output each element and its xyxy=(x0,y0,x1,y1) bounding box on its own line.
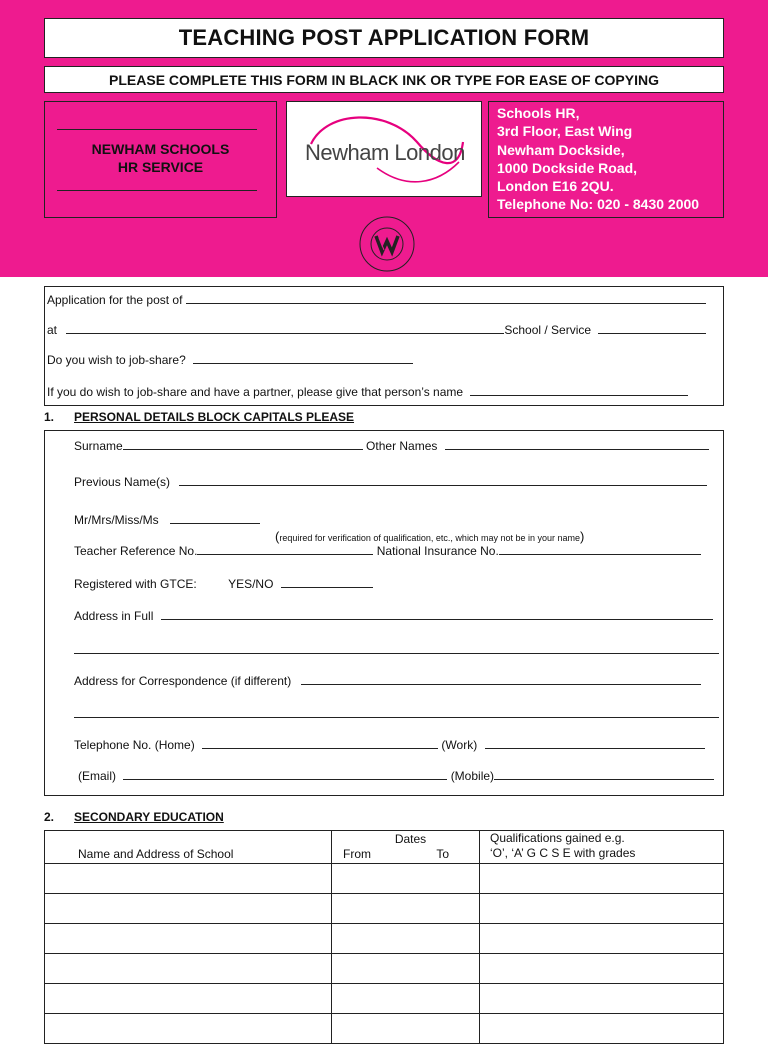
hr-service-line1: NEWHAM SCHOOLS xyxy=(91,141,230,157)
title-field[interactable] xyxy=(170,513,260,524)
partner-label: If you do wish to job-share and have a partner, please give that person’s name xyxy=(47,385,464,399)
col-qualifications-example: ‘O’, ‘A’ G C S E with grades xyxy=(490,846,636,860)
previous-names-label: Previous Name(s) xyxy=(74,475,171,489)
hr-service-box xyxy=(44,101,277,218)
jobshare-field[interactable] xyxy=(193,353,413,364)
table-row xyxy=(45,864,724,894)
form-title: TEACHING POST APPLICATION FORM xyxy=(44,18,724,58)
address-line: Telephone No: 020 - 8430 2000 xyxy=(497,196,700,213)
table-row xyxy=(45,1014,724,1044)
application-post-box xyxy=(44,286,724,406)
section-number: 1. xyxy=(44,410,55,424)
work-field[interactable] xyxy=(485,738,705,749)
address-line: 3rd Floor, East Wing xyxy=(497,123,633,140)
newham-logo xyxy=(286,101,482,197)
personal-details-box xyxy=(44,430,724,796)
correspondence-field-line2[interactable] xyxy=(74,717,719,718)
title-label: Mr/Mrs/Miss/Ms xyxy=(74,513,159,527)
col-school-header: Name and Address of School xyxy=(78,847,234,861)
tel-home-label: Telephone No. (Home) xyxy=(74,738,195,752)
address-label: Address in Full xyxy=(74,609,154,623)
table-row xyxy=(45,894,724,924)
partner-field[interactable] xyxy=(470,385,688,396)
ni-label: National Insurance No. xyxy=(376,544,499,558)
personal-details-heading xyxy=(44,410,354,424)
address-field-line2[interactable] xyxy=(74,653,719,654)
gtce-field[interactable] xyxy=(281,577,373,588)
address-line: London E16 2QU. xyxy=(497,178,614,195)
post-field[interactable] xyxy=(186,293,706,304)
at-label: at xyxy=(47,323,58,337)
hr-address xyxy=(488,101,724,218)
section-number: 2. xyxy=(44,810,55,824)
form-instructions: PLEASE COMPLETE THIS FORM IN BLACK INK OR TYPE FOR EASE OF COPYING xyxy=(44,66,724,93)
surname-label: Surname xyxy=(74,439,123,453)
positive-about-disabled-people-icon xyxy=(355,214,419,274)
correspondence-field[interactable] xyxy=(301,674,701,685)
correspondence-label: Address for Correspondence (if different) xyxy=(74,674,292,688)
section-title: PERSONAL DETAILS BLOCK CAPITALS PLEASE xyxy=(74,410,355,424)
service-field[interactable] xyxy=(598,323,706,334)
address-line: 1000 Dockside Road, xyxy=(497,159,638,176)
mobile-label: (Mobile) xyxy=(450,769,495,783)
col-from-header: From xyxy=(343,847,371,861)
table-row xyxy=(45,924,724,954)
email-label: (Email) xyxy=(78,769,116,783)
col-qualifications-header: Qualifications gained e.g. xyxy=(490,831,625,845)
post-label: Application for the post of xyxy=(47,293,183,307)
table-row xyxy=(45,954,724,984)
secondary-education-heading xyxy=(44,810,224,824)
address-field[interactable] xyxy=(161,609,713,620)
school-field[interactable] xyxy=(66,323,504,334)
address-line: Schools HR, xyxy=(497,105,580,121)
teacher-ref-label: Teacher Reference No. xyxy=(74,544,198,558)
ni-field[interactable] xyxy=(499,544,701,555)
section-title: SECONDARY EDUCATION xyxy=(74,810,224,824)
verification-note: (required for verification of qualification, etc., which may not be in your name) xyxy=(275,529,585,544)
other-names-label: Other Names xyxy=(366,439,438,453)
tel-home-field[interactable] xyxy=(202,738,438,749)
previous-names-field[interactable] xyxy=(179,475,707,486)
surname-field[interactable] xyxy=(123,439,363,450)
yes-no-label: YES/NO xyxy=(228,577,274,591)
mobile-field[interactable] xyxy=(494,769,714,780)
table-header-row xyxy=(45,831,724,864)
address-line: Newham Dockside, xyxy=(497,141,625,158)
work-label: (Work) xyxy=(441,738,478,752)
jobshare-label: Do you wish to job-share? xyxy=(47,353,186,367)
logo-text: Newham London xyxy=(305,140,465,165)
other-names-field[interactable] xyxy=(445,439,709,450)
secondary-education-table xyxy=(44,830,724,1044)
email-field[interactable] xyxy=(123,769,447,780)
teacher-ref-field[interactable] xyxy=(197,544,373,555)
gtce-label: Registered with GTCE: xyxy=(74,577,197,591)
col-to-header: To xyxy=(436,847,449,861)
table-row xyxy=(45,984,724,1014)
hr-service-line2: HR SERVICE xyxy=(117,159,204,175)
school-label: School / Service xyxy=(504,323,592,337)
col-dates-header: Dates xyxy=(394,832,427,846)
